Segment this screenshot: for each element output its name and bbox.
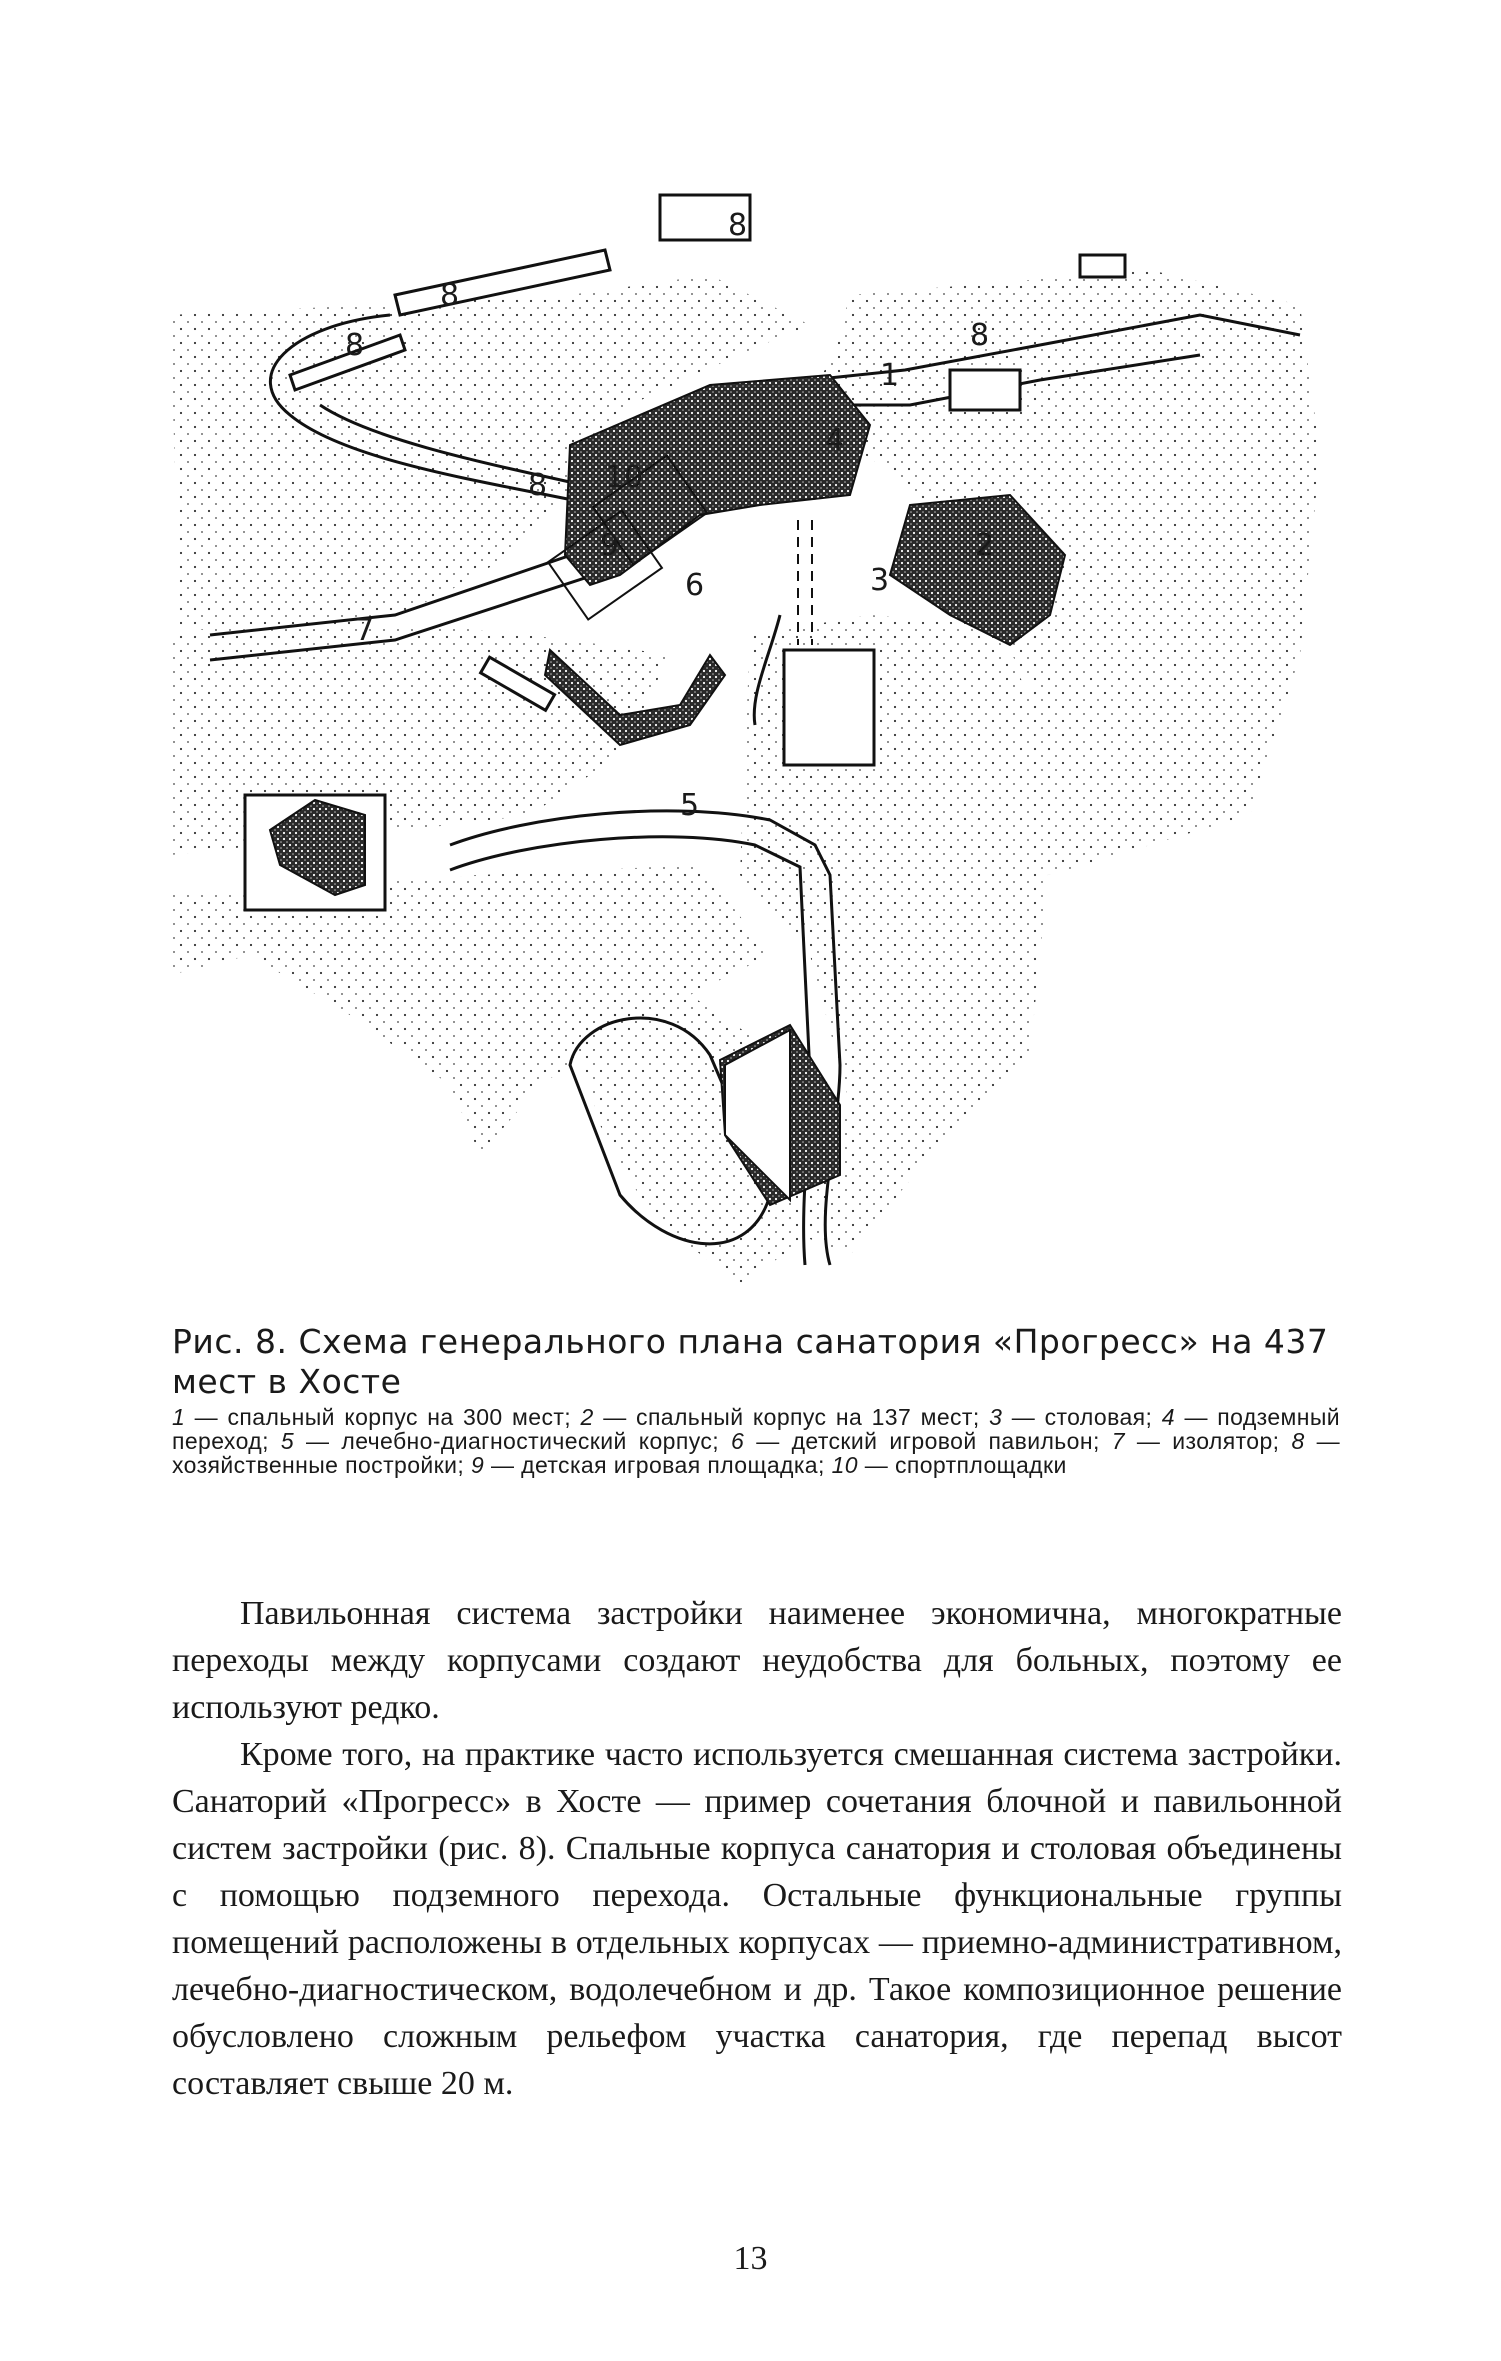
page-number: 13 <box>733 2240 768 2277</box>
legend-text-9: — детская игровая площадка; <box>490 1452 825 1478</box>
legend-text-5: — лечебно-диагностический корпус; <box>306 1428 720 1454</box>
label-9: 9 <box>600 528 620 563</box>
legend-text-10: — спортплощадки <box>864 1452 1067 1478</box>
label-8-small: 8 <box>528 468 548 503</box>
legend-num-7: 7 <box>1111 1428 1125 1454</box>
label-7: 7 <box>355 613 375 648</box>
label-6: 6 <box>685 568 705 603</box>
legend-num-3: 3 <box>989 1404 1003 1430</box>
legend-num-8: 8 <box>1291 1428 1305 1454</box>
site-plan-drawing <box>150 208 1350 1315</box>
paragraph-1: Павильонная система застройки наименее экономична, многократные переходы между корпусами создают неудобства для больных, поэтому ее используют редко. <box>172 1595 1342 1726</box>
label-8-top: 8 <box>728 208 748 243</box>
legend-num-6: 6 <box>731 1428 745 1454</box>
label-1: 1 <box>880 358 900 393</box>
label-8-long: 8 <box>440 278 460 313</box>
legend-text-1: — спальный корпус на 300 мест; <box>194 1404 572 1430</box>
label-10: 10 <box>605 460 644 495</box>
legend-text-7: — изолятор; <box>1136 1428 1280 1454</box>
label-2: 2 <box>975 528 995 563</box>
legend-text-4: — подземный переход; <box>172 1404 1341 1454</box>
figure-legend <box>172 1405 1340 1477</box>
label-4: 4 <box>825 423 845 458</box>
legend-text-6: — детский игровой павильон; <box>756 1428 1100 1454</box>
body-text <box>172 1590 1342 2107</box>
legend-num-4: 4 <box>1161 1404 1175 1430</box>
label-5: 5 <box>680 788 700 823</box>
label-3: 3 <box>870 563 890 598</box>
legend-text-3: — столовая; <box>1011 1404 1153 1430</box>
label-8-left: 8 <box>345 328 365 363</box>
paragraph-2: Кроме того, на практике часто используется смешанная система застройки. Санаторий «Прогресс» в Хосте — пример сочетания блочной и павильонной систем застройки (рис. 8). Спальные корпуса санатория и столовая объединены с помощью подземного перехода. Остальные функциональные группы помещений расположены в отдельных корпусах — приемно-административном, лечебно-диагностическом, водолечебном и др. Такое композиционное решение обусловлено сложным рельефом участка санатория, где перепад высот составляет свыше 20 м. <box>172 1736 1342 2102</box>
label-8-right: 8 <box>970 318 990 353</box>
site-plan-figure <box>150 208 1350 1315</box>
legend-num-2: 2 <box>580 1404 594 1430</box>
legend-text-8: — хозяйственные постройки; <box>172 1428 1341 1478</box>
legend-text-2: — спальный корпус на 137 мест; <box>603 1404 980 1430</box>
figure-caption: Рис. 8. Схема генерального плана санатория «Прогресс» на 437 мест в Хосте <box>172 1322 1329 1401</box>
legend-num-5: 5 <box>280 1428 295 1454</box>
legend-num-1: 1 <box>172 1404 186 1430</box>
legend-num-10: 10 <box>831 1452 858 1478</box>
legend-num-9: 9 <box>470 1452 485 1478</box>
